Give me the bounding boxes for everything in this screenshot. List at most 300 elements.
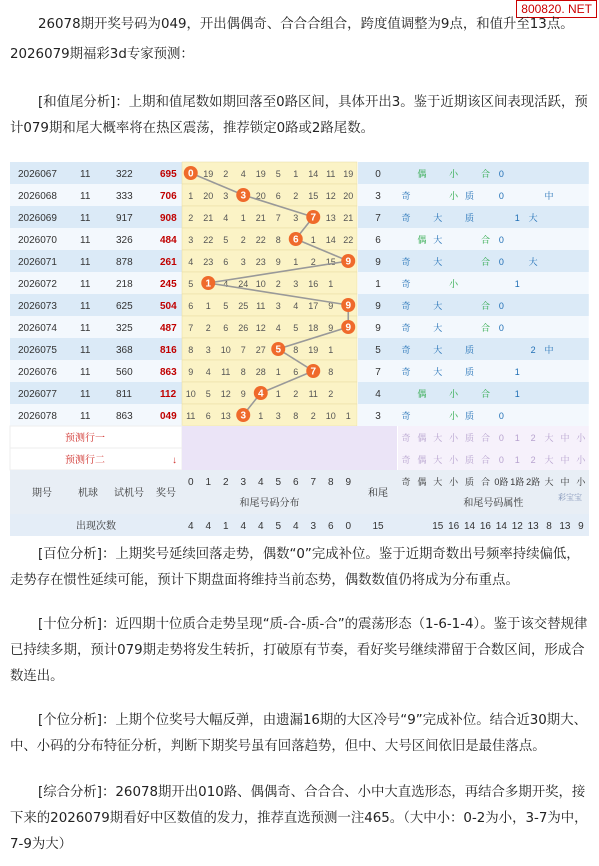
attr-cell: 大: [433, 257, 443, 267]
test-cell: 325: [116, 323, 133, 334]
dist-cell: 2: [310, 411, 316, 421]
attr-bg: [398, 404, 589, 426]
hdr-digit: 3: [240, 477, 247, 488]
attr-bg: [398, 162, 589, 184]
attr-cell: 0: [498, 169, 504, 179]
dist-cell: 1: [275, 389, 281, 399]
attr-cell: 合: [480, 389, 490, 399]
predict-attr: 奇: [401, 455, 411, 465]
dist-cell: 2: [223, 169, 229, 179]
dist-cell: 8: [328, 367, 334, 377]
attr-cell: 0: [498, 323, 504, 333]
dist-cell: 13: [325, 213, 336, 223]
dist-cell: 9: [328, 323, 334, 333]
predict-label: 预测行二: [65, 455, 105, 466]
dist-cell: 6: [188, 301, 194, 311]
predict-attr: 小: [576, 433, 586, 443]
predict-attr: 1: [514, 455, 520, 465]
predict-dist-bg: [182, 426, 397, 448]
hdr-test: 试机号: [114, 488, 144, 499]
prize-cell: 484: [160, 235, 177, 246]
hit-number: 4: [257, 388, 264, 400]
predict-attr: 0: [498, 433, 504, 443]
dist-cell: 22: [255, 235, 266, 245]
dist-cell: 22: [203, 235, 214, 245]
hdr-digit: 4: [257, 477, 264, 488]
hdr-tail: 和尾: [368, 488, 388, 499]
attr-cell: 奇: [401, 345, 411, 355]
tail-cell: 1: [375, 279, 381, 290]
attr-cell: 奇: [401, 279, 411, 289]
test-cell: 560: [116, 367, 133, 378]
hit-number: 9: [345, 322, 352, 334]
test-cell: 333: [116, 191, 133, 202]
attr-cell: 大: [433, 213, 443, 223]
attr-cell: 小: [449, 279, 459, 289]
dist-cell: 26: [238, 323, 249, 333]
dist-cell: 5: [223, 235, 229, 245]
dist-cell: 1: [345, 411, 351, 421]
hit-number: 9: [345, 300, 352, 312]
dist-cell: 18: [308, 323, 319, 333]
attr-bg: [398, 250, 589, 272]
ball-cell: 11: [80, 367, 91, 378]
dist-cell: 23: [255, 257, 266, 267]
predict-attr: 大: [433, 455, 443, 465]
prize-cell: 245: [160, 279, 177, 290]
hdr-ball: 机球: [78, 488, 98, 499]
dist-cell: 4: [275, 323, 281, 333]
hdr-digit: 1: [205, 477, 212, 488]
tail-cell: 7: [375, 213, 381, 224]
predict-attr: 中: [560, 455, 570, 465]
attr-bg: [398, 360, 589, 382]
test-cell: 218: [116, 279, 133, 290]
count-cell: 14: [463, 521, 476, 532]
dist-cell: 6: [223, 323, 229, 333]
attr-cell: 0: [498, 411, 504, 421]
attr-cell: 1: [514, 389, 520, 399]
test-cell: 811: [116, 389, 132, 400]
tens-analysis: [十位分析]：近四期十位质合走势呈现“质-合-质-合”的震荡形态（1-6-1-4）。鉴于该交替规律已持续多期，预计079期走势将发生转折，打破原有节奏，看好奖号继续滞留于合数区间，形成合数连出。: [10, 617, 588, 684]
period-cell: 2026076: [18, 367, 57, 378]
count-cell: 6: [327, 521, 334, 532]
attr-cell: 大: [433, 323, 443, 333]
dist-cell: 15: [308, 191, 319, 201]
hdr-attr: 大: [433, 477, 443, 487]
predict-attr: 合: [480, 455, 490, 465]
attr-cell: 1: [514, 279, 520, 289]
dist-cell: 2: [205, 323, 211, 333]
dist-cell: 2: [310, 257, 316, 267]
test-cell: 625: [116, 301, 133, 312]
count-cell: 4: [187, 521, 194, 532]
count-cell: 16: [448, 521, 460, 532]
period-cell: 2026078: [18, 411, 57, 422]
count-cell: 9: [578, 521, 584, 532]
attr-cell: 小: [449, 169, 459, 179]
predict-attr: 小: [449, 455, 459, 465]
predict-attr: 中: [560, 433, 570, 443]
draw-result-text: 26078期开奖号码为049，开出偶偶奇、合合合组合，跨度值调整为9点，和值升至13点。: [38, 17, 574, 32]
attr-cell: 小: [449, 191, 459, 201]
attr-cell: 1: [514, 367, 520, 377]
dist-cell: 17: [308, 301, 319, 311]
sum-tail-analysis: [和值尾分析]：上期和值尾数如期回落至0路区间，具体开出3。鉴于近期该区间表现活跃，预计079期和尾大概率将在热区震荡，推荐锁定0路或2路尾数。: [10, 95, 588, 136]
attr-cell: 大: [433, 235, 443, 245]
attr-cell: 大: [528, 257, 538, 267]
dist-cell: 10: [220, 345, 231, 355]
dist-cell: 5: [223, 301, 229, 311]
attr-cell: 合: [480, 169, 490, 179]
dist-cell: 12: [255, 323, 266, 333]
predict-attr: 合: [480, 433, 490, 443]
dist-cell: 12: [325, 191, 336, 201]
attr-cell: 质: [465, 191, 475, 201]
attr-cell: 0: [498, 257, 504, 267]
count-cell: 13: [559, 521, 571, 532]
period-cell: 2026074: [18, 323, 57, 334]
ball-cell: 11: [80, 213, 91, 224]
dist-cell: 25: [238, 301, 249, 311]
tail-cell: 3: [375, 411, 381, 422]
dist-cell: 1: [293, 169, 299, 179]
count-cell: 8: [546, 521, 552, 532]
ball-cell: 11: [80, 301, 91, 312]
test-cell: 863: [116, 411, 133, 422]
dist-cell: 2: [293, 191, 299, 201]
attr-cell: 合: [480, 257, 490, 267]
period-cell: 2026070: [18, 235, 57, 246]
dist-cell: 11: [326, 169, 336, 179]
dist-cell: 9: [240, 389, 246, 399]
dist-cell: 11: [186, 411, 196, 421]
predict-arrow: ↓: [172, 455, 177, 466]
attr-cell: 奇: [401, 301, 411, 311]
period-cell: 2026075: [18, 345, 57, 356]
dist-cell: 6: [223, 257, 229, 267]
dist-cell: 3: [240, 257, 246, 267]
attr-cell: 质: [465, 345, 475, 355]
attr-cell: 偶: [417, 389, 427, 399]
dist-cell: 2: [293, 389, 299, 399]
dist-cell: 10: [185, 389, 196, 399]
tail-cell: 4: [375, 389, 381, 400]
dist-cell: 2: [328, 389, 334, 399]
hdr-attr: 小: [576, 477, 586, 487]
tail-cell: 3: [375, 191, 381, 202]
period-cell: 2026069: [18, 213, 57, 224]
attr-cell: 1: [514, 213, 520, 223]
attr-cell: 质: [465, 367, 475, 377]
hit-number: 6: [292, 234, 299, 246]
hit-number: 7: [310, 366, 317, 378]
hdr-attr-label: 和尾号码属性: [463, 498, 524, 509]
dist-cell: 21: [343, 213, 354, 223]
attr-cell: 合: [480, 301, 490, 311]
attr-cell: 奇: [401, 411, 411, 421]
tail-cell: 9: [375, 301, 381, 312]
dist-cell: 5: [188, 279, 194, 289]
hdr-digit: 9: [345, 477, 352, 488]
dist-cell: 6: [205, 411, 211, 421]
predict-attr: 质: [465, 455, 475, 465]
prize-cell: 112: [160, 389, 177, 400]
attr-cell: 0: [498, 301, 504, 311]
count-cell: 15: [372, 521, 384, 532]
dist-cell: 6: [275, 191, 281, 201]
dist-cell: 1: [310, 235, 316, 245]
predict-attr: 2: [530, 433, 536, 443]
site-watermark: 800820. NET: [516, 0, 597, 18]
dist-cell: 9: [328, 301, 334, 311]
tail-cell: 7: [375, 367, 381, 378]
hdr-attr: 奇: [401, 477, 411, 487]
attr-cell: 奇: [401, 257, 411, 267]
count-cell: 4: [205, 521, 212, 532]
attr-cell: 2: [530, 345, 536, 355]
dist-cell: 4: [223, 213, 229, 223]
units-analysis: [个位分析]：上期个位奖号大幅反弹，由遗漏16期的大区冷号“9”完成补位。结合近30期大、中、小码的分布特征分析，判断下期奖号虽有回落趋势，但中、大号区间依旧是最佳落点。: [10, 713, 587, 754]
predict-attr: 大: [544, 455, 554, 465]
period-cell: 2026071: [18, 257, 57, 268]
count-label: 出现次数: [76, 521, 116, 532]
period-cell: 2026068: [18, 191, 57, 202]
hdr-digit: 5: [275, 477, 282, 488]
predict-attr: 大: [433, 433, 443, 443]
test-cell: 917: [116, 213, 133, 224]
attr-cell: 中: [544, 345, 554, 355]
count-cell: 3: [310, 521, 317, 532]
dist-cell: 9: [275, 257, 281, 267]
test-cell: 878: [116, 257, 133, 268]
dist-cell: 9: [188, 367, 194, 377]
attr-bg: [398, 228, 589, 250]
count-cell: 13: [527, 521, 539, 532]
dist-cell: 4: [240, 169, 246, 179]
dist-cell: 8: [293, 411, 299, 421]
hdr-dist: 和尾号码分布: [239, 498, 300, 509]
count-cell: 5: [275, 521, 282, 532]
dist-cell: 4: [223, 279, 229, 289]
predict-attr: 大: [544, 433, 554, 443]
count-cell: 4: [240, 521, 247, 532]
dist-cell: 1: [275, 367, 281, 377]
hdr-digit: 6: [292, 477, 299, 488]
dist-cell: 8: [275, 235, 281, 245]
ball-cell: 11: [80, 389, 91, 400]
dist-cell: 3: [293, 213, 299, 223]
table-watermark: 彩宝宝: [558, 493, 582, 502]
summary-analysis: [综合分析]：26078期开出010路、偶偶奇、合合合、小中大直选形态，再结合多期开奖，接下来的2026079期看好中区数值的发力，推荐直选预测一注465。（大中小：0-2为小，3-7为中，7-9为大）: [10, 785, 588, 852]
ball-cell: 11: [80, 257, 91, 268]
dist-cell: 19: [255, 169, 266, 179]
dist-cell: 11: [221, 367, 231, 377]
dist-cell: 11: [256, 301, 266, 311]
predict-attr: 质: [465, 433, 475, 443]
dist-cell: 11: [308, 389, 318, 399]
count-cell: 1: [222, 521, 229, 532]
attr-cell: 小: [449, 411, 459, 421]
dist-cell: 24: [238, 279, 249, 289]
dist-cell: 5: [205, 389, 211, 399]
attr-bg: [398, 294, 589, 316]
dist-cell: 19: [308, 345, 319, 355]
hdr-attr: 0路: [494, 477, 509, 487]
dist-cell: 8: [293, 345, 299, 355]
dist-cell: 10: [255, 279, 266, 289]
test-cell: 326: [116, 235, 133, 246]
count-cell: 4: [257, 521, 264, 532]
hdr-attr: 偶: [417, 477, 427, 487]
dist-cell: 20: [255, 191, 266, 201]
count-cell: 15: [432, 521, 444, 532]
dist-cell: 7: [275, 213, 281, 223]
ball-cell: 11: [80, 235, 91, 246]
prize-cell: 695: [160, 169, 177, 180]
dist-cell: 10: [325, 411, 336, 421]
dist-cell: 22: [343, 235, 354, 245]
dist-cell: 6: [293, 367, 299, 377]
hit-number: 7: [310, 212, 317, 224]
predict-label: 预测行一: [65, 433, 105, 444]
dist-cell: 8: [188, 345, 194, 355]
period-cell: 2026077: [18, 389, 57, 400]
tail-cell: 5: [375, 345, 381, 356]
tail-cell: 6: [375, 235, 381, 246]
ball-cell: 11: [80, 191, 91, 202]
attr-cell: 小: [449, 389, 459, 399]
dist-cell: 1: [240, 213, 246, 223]
hdr-digit: 8: [327, 477, 334, 488]
count-cell: 14: [495, 521, 507, 532]
prize-cell: 504: [160, 301, 177, 312]
attr-cell: 奇: [401, 191, 411, 201]
prediction-heading: 2026079期福彩3d专家预测：: [10, 47, 194, 62]
period-cell: 2026072: [18, 279, 57, 290]
hdr-attr: 2路: [526, 477, 541, 487]
hdr-digit: 0: [187, 477, 194, 488]
hit-number: 9: [345, 256, 352, 268]
ball-cell: 11: [80, 279, 91, 290]
predict-attr: 偶: [417, 433, 427, 443]
tail-cell: 9: [375, 257, 381, 268]
dist-cell: 20: [203, 191, 214, 201]
dist-cell: 28: [255, 367, 266, 377]
test-cell: 368: [116, 345, 133, 356]
hundreds-analysis: [百位分析]：上期奖号延续回落走势，偶数“0”完成补位。鉴于近期奇数出号频率持续偏低，走势存在惯性延续可能，预计下期盘面将维持当前态势，偶数数值仍将成为分布重点。: [10, 547, 580, 588]
dist-cell: 15: [325, 257, 336, 267]
dist-cell: 1: [258, 411, 264, 421]
dist-cell: 1: [293, 257, 299, 267]
hdr-period: 期号: [32, 488, 52, 499]
dist-cell: 5: [293, 323, 299, 333]
dist-cell: 2: [188, 213, 194, 223]
dist-cell: 13: [220, 411, 231, 421]
dist-cell: 3: [205, 345, 211, 355]
prize-cell: 816: [160, 345, 177, 356]
attr-cell: 偶: [417, 235, 427, 245]
hdr-attr: 大: [544, 477, 554, 487]
dist-cell: 3: [275, 411, 281, 421]
dist-cell: 3: [223, 191, 229, 201]
attr-bg: [398, 272, 589, 294]
attr-cell: 偶: [417, 169, 427, 179]
prize-cell: 863: [160, 367, 177, 378]
hdr-attr: 中: [560, 477, 570, 487]
attr-cell: 0: [498, 191, 504, 201]
dist-cell: 7: [188, 323, 194, 333]
dist-cell: 4: [188, 257, 194, 267]
prize-cell: 908: [160, 213, 177, 224]
attr-cell: 质: [465, 411, 475, 421]
attr-cell: 奇: [401, 323, 411, 333]
hit-number: 3: [240, 190, 247, 202]
dist-cell: 19: [203, 169, 214, 179]
predict-attr: 偶: [417, 455, 427, 465]
period-cell: 2026067: [18, 169, 57, 180]
dist-cell: 2: [275, 279, 281, 289]
dist-cell: 5: [275, 169, 281, 179]
attr-cell: 合: [480, 235, 490, 245]
period-cell: 2026073: [18, 301, 57, 312]
prize-cell: 706: [160, 191, 177, 202]
dist-cell: 2: [240, 235, 246, 245]
count-cell: 12: [511, 521, 523, 532]
dist-cell: 12: [220, 389, 231, 399]
ball-cell: 11: [80, 411, 91, 422]
count-cell: 16: [479, 521, 492, 532]
dist-cell: 8: [240, 367, 246, 377]
tail-cell: 0: [375, 169, 381, 180]
trend-chart-table: [10, 160, 589, 532]
attr-cell: 中: [544, 191, 554, 201]
predict-attr: 0: [498, 455, 504, 465]
dist-cell: 27: [255, 345, 266, 355]
test-cell: 322: [116, 169, 133, 180]
hdr-digit: 7: [310, 477, 317, 488]
dist-cell: 3: [293, 279, 299, 289]
ball-cell: 11: [80, 169, 91, 180]
predict-attr: 2: [530, 455, 536, 465]
dist-cell: 1: [188, 191, 194, 201]
attr-bg: [398, 338, 589, 360]
prize-cell: 049: [160, 411, 177, 422]
ball-cell: 11: [80, 323, 91, 334]
count-cell: 0: [345, 521, 352, 532]
dist-cell: 14: [308, 169, 319, 179]
hdr-attr: 小: [449, 477, 459, 487]
tail-cell: 9: [375, 323, 381, 334]
predict-attr: 1: [514, 433, 520, 443]
dist-cell: 20: [343, 191, 354, 201]
hit-number: 5: [275, 344, 282, 356]
predict-attr: 小: [449, 433, 459, 443]
dist-cell: 1: [328, 279, 334, 289]
attr-bg: [398, 382, 589, 404]
hit-number: 1: [205, 278, 212, 290]
attr-cell: 大: [433, 301, 443, 311]
count-cell: 4: [292, 521, 299, 532]
attr-cell: 大: [528, 213, 538, 223]
predict-attr: 小: [576, 455, 586, 465]
dist-cell: 1: [205, 301, 211, 311]
attr-cell: 质: [465, 213, 475, 223]
dist-cell: 19: [343, 169, 354, 179]
attr-bg: [398, 316, 589, 338]
prize-cell: 261: [160, 257, 177, 268]
dist-cell: 21: [203, 213, 214, 223]
